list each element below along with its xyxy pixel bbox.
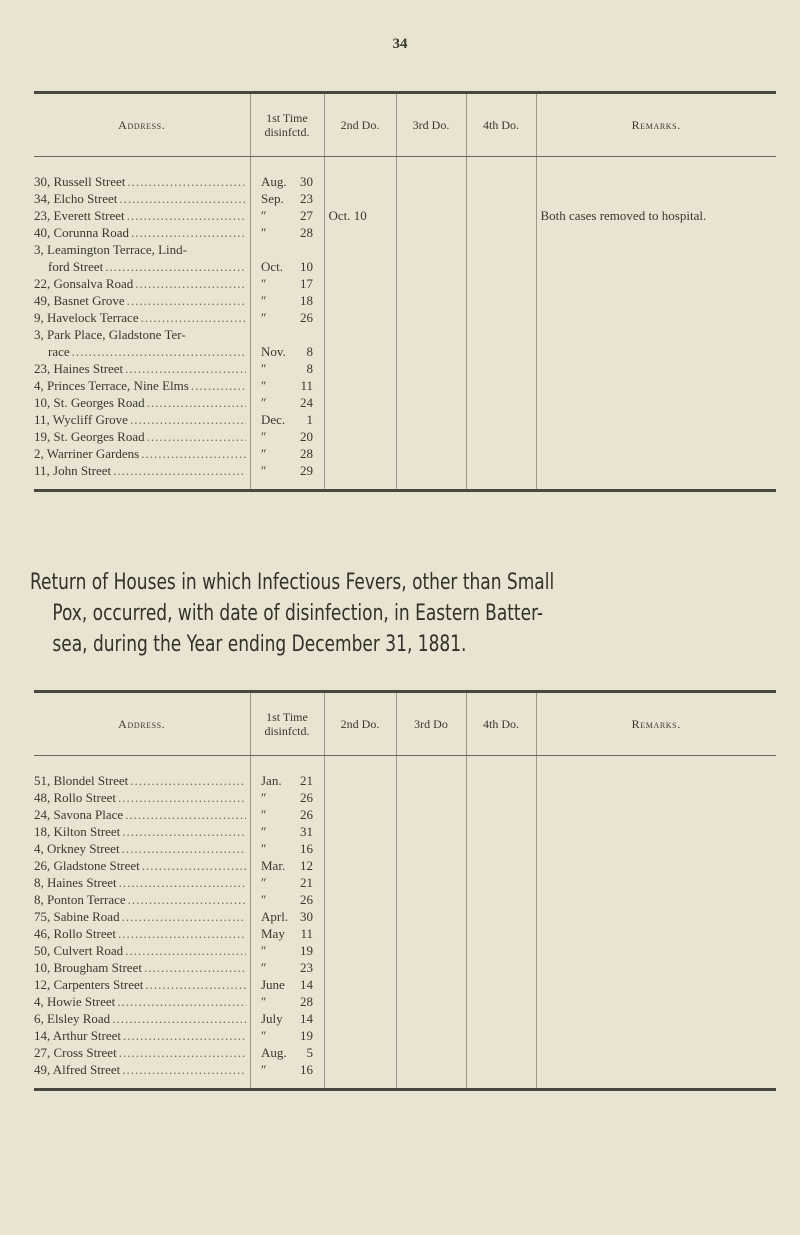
remarks-cell bbox=[536, 823, 776, 840]
first-time-cell: May 11 bbox=[250, 925, 324, 942]
remarks-cell bbox=[536, 925, 776, 942]
second-cell bbox=[324, 806, 396, 823]
fourth-cell bbox=[466, 394, 536, 411]
table-row bbox=[34, 224, 776, 241]
address-cell: 11, Wycliff Grove ..... bbox=[34, 411, 250, 428]
third-cell bbox=[396, 411, 466, 428]
third-header: 3rd Do. bbox=[396, 93, 466, 157]
remarks-cell bbox=[536, 394, 776, 411]
remarks-cell bbox=[536, 976, 776, 993]
address-cell: 3, Park Place, Gladstone Ter- bbox=[34, 327, 186, 342]
table-row bbox=[34, 411, 776, 428]
fourth-cell bbox=[466, 959, 536, 976]
table-body bbox=[34, 756, 776, 1090]
second-cell bbox=[324, 445, 396, 462]
second-cell bbox=[324, 1010, 396, 1027]
third-header: 3rd Do bbox=[396, 692, 466, 756]
second-cell bbox=[324, 292, 396, 309]
third-cell bbox=[396, 275, 466, 292]
remarks-cell bbox=[536, 275, 776, 292]
fourth-cell bbox=[466, 377, 536, 394]
remarks-header: Remarks. bbox=[536, 692, 776, 756]
second-cell bbox=[324, 959, 396, 976]
first-time-cell: Aug. 5 bbox=[250, 1044, 324, 1061]
remarks-cell bbox=[536, 360, 776, 377]
first-time-cell: ″ 8 bbox=[250, 360, 324, 377]
remarks-cell bbox=[536, 224, 776, 241]
fourth-cell bbox=[466, 343, 536, 360]
address-cell: 46, Rollo Street ..... bbox=[34, 925, 250, 942]
address-cell: 10, St. Georges Road ..... bbox=[34, 394, 250, 411]
table-row bbox=[34, 891, 776, 908]
address-cell: 8, Ponton Terrace ..... bbox=[34, 891, 250, 908]
fourth-cell bbox=[466, 993, 536, 1010]
third-cell bbox=[396, 292, 466, 309]
second-cell bbox=[324, 840, 396, 857]
table-row bbox=[34, 445, 776, 462]
fourth-cell bbox=[466, 445, 536, 462]
remarks-cell bbox=[536, 411, 776, 428]
remarks-cell bbox=[536, 857, 776, 874]
third-cell bbox=[396, 1027, 466, 1044]
third-cell bbox=[396, 1010, 466, 1027]
third-cell bbox=[396, 445, 466, 462]
fourth-cell bbox=[466, 1010, 536, 1027]
fourth-cell bbox=[466, 874, 536, 891]
second-cell bbox=[324, 309, 396, 326]
table-row bbox=[34, 959, 776, 976]
address-cell: 23, Everett Street ..... bbox=[34, 207, 250, 224]
address-header: Address. bbox=[34, 93, 250, 157]
second-cell bbox=[324, 908, 396, 925]
fourth-cell bbox=[466, 1044, 536, 1061]
table-row bbox=[34, 908, 776, 925]
fourth-cell bbox=[466, 908, 536, 925]
second-cell bbox=[324, 1027, 396, 1044]
second-cell bbox=[324, 942, 396, 959]
second-cell bbox=[324, 224, 396, 241]
fourth-cell bbox=[466, 806, 536, 823]
third-cell bbox=[396, 207, 466, 224]
fourth-header: 4th Do. bbox=[466, 692, 536, 756]
remarks-cell bbox=[536, 1044, 776, 1061]
fourth-cell bbox=[466, 891, 536, 908]
table-header-row bbox=[34, 93, 776, 157]
fourth-cell bbox=[466, 1061, 536, 1078]
table-row bbox=[34, 857, 776, 874]
third-cell bbox=[396, 789, 466, 806]
title-line-2: Pox, occurred, with date of disinfection, in Eastern Batter- bbox=[52, 601, 544, 626]
remarks-cell bbox=[536, 190, 776, 207]
address-cell: ford Street ..... bbox=[34, 258, 250, 275]
second-cell bbox=[324, 428, 396, 445]
address-cell: 30, Russell Street ..... bbox=[34, 173, 250, 190]
table-body bbox=[34, 157, 776, 491]
table-row bbox=[34, 840, 776, 857]
address-cell: 48, Rollo Street ..... bbox=[34, 789, 250, 806]
fourth-cell bbox=[466, 360, 536, 377]
first-time-cell: July 14 bbox=[250, 1010, 324, 1027]
third-cell bbox=[396, 1044, 466, 1061]
fourth-cell bbox=[466, 789, 536, 806]
remarks-cell bbox=[536, 891, 776, 908]
address-cell: 14, Arthur Street ..... bbox=[34, 1027, 250, 1044]
table-row bbox=[34, 326, 776, 343]
address-cell: 24, Savona Place ..... bbox=[34, 806, 250, 823]
first-time-cell: ″ 19 bbox=[250, 1027, 324, 1044]
third-cell bbox=[396, 343, 466, 360]
first-time-cell: ″ 11 bbox=[250, 377, 324, 394]
address-cell: 40, Corunna Road ..... bbox=[34, 224, 250, 241]
table-row bbox=[34, 1061, 776, 1078]
address-cell: 22, Gonsalva Road ..... bbox=[34, 275, 250, 292]
second-cell bbox=[324, 190, 396, 207]
remarks-cell bbox=[536, 874, 776, 891]
remarks-cell bbox=[536, 908, 776, 925]
table-row bbox=[34, 462, 776, 479]
address-cell: 19, St. Georges Road ..... bbox=[34, 428, 250, 445]
second-cell bbox=[324, 1044, 396, 1061]
second-cell bbox=[324, 462, 396, 479]
address-cell: 49, Alfred Street ..... bbox=[34, 1061, 250, 1078]
third-cell bbox=[396, 857, 466, 874]
remarks-cell bbox=[536, 292, 776, 309]
remarks-cell bbox=[536, 840, 776, 857]
remarks-cell bbox=[536, 309, 776, 326]
remarks-cell bbox=[536, 258, 776, 275]
third-cell bbox=[396, 993, 466, 1010]
first-time-cell: Nov. 8 bbox=[250, 343, 324, 360]
address-cell: 11, John Street ..... bbox=[34, 462, 250, 479]
third-cell bbox=[396, 959, 466, 976]
second-cell bbox=[324, 275, 396, 292]
second-cell bbox=[324, 874, 396, 891]
table-row bbox=[34, 275, 776, 292]
second-cell bbox=[324, 411, 396, 428]
fourth-cell bbox=[466, 173, 536, 190]
first-time-cell: Aprl. 30 bbox=[250, 908, 324, 925]
first-time-cell: Dec. 1 bbox=[250, 411, 324, 428]
table-row bbox=[34, 428, 776, 445]
second-cell bbox=[324, 976, 396, 993]
third-cell bbox=[396, 1061, 466, 1078]
first-time-cell: Oct. 10 bbox=[250, 258, 324, 275]
address-cell: 75, Sabine Road ..... bbox=[34, 908, 250, 925]
second-header: 2nd Do. bbox=[324, 93, 396, 157]
third-cell bbox=[396, 891, 466, 908]
fourth-cell bbox=[466, 942, 536, 959]
second-cell bbox=[324, 394, 396, 411]
second-cell bbox=[324, 360, 396, 377]
third-cell bbox=[396, 224, 466, 241]
first-time-cell: ″ 21 bbox=[250, 874, 324, 891]
title-line-3: sea, during the Year ending December 31, 1881. bbox=[52, 632, 467, 657]
address-cell: 12, Carpenters Street ..... bbox=[34, 976, 250, 993]
fourth-cell bbox=[466, 772, 536, 789]
address-cell: 4, Orkney Street ..... bbox=[34, 840, 250, 857]
third-cell bbox=[396, 394, 466, 411]
table-row bbox=[34, 394, 776, 411]
third-cell bbox=[396, 462, 466, 479]
address-cell: 8, Haines Street ..... bbox=[34, 874, 250, 891]
address-cell: 50, Culvert Road ..... bbox=[34, 942, 250, 959]
first-time-cell: ″ 17 bbox=[250, 275, 324, 292]
first-time-cell: ″ 26 bbox=[250, 806, 324, 823]
fourth-cell bbox=[466, 309, 536, 326]
second-cell bbox=[324, 772, 396, 789]
second-cell bbox=[324, 823, 396, 840]
fourth-cell bbox=[466, 462, 536, 479]
remarks-cell: Both cases removed to hospital. bbox=[536, 207, 776, 224]
second-header: 2nd Do. bbox=[324, 692, 396, 756]
first-time-cell: ″ 28 bbox=[250, 224, 324, 241]
fourth-cell bbox=[466, 411, 536, 428]
first-time-header: 1st Time disinfctd. bbox=[250, 93, 324, 157]
first-time-cell: Mar. 12 bbox=[250, 857, 324, 874]
first-time-cell: ″ 26 bbox=[250, 309, 324, 326]
first-time-cell: ″ 24 bbox=[250, 394, 324, 411]
third-cell bbox=[396, 823, 466, 840]
second-cell bbox=[324, 993, 396, 1010]
remarks-header: Remarks. bbox=[536, 93, 776, 157]
fourth-cell bbox=[466, 190, 536, 207]
title-line-1: Return of Houses in which Infectious Fevers, other than Small bbox=[30, 570, 555, 595]
remarks-cell bbox=[536, 806, 776, 823]
remarks-cell bbox=[536, 959, 776, 976]
third-cell bbox=[396, 840, 466, 857]
first-time-cell: Sep. 23 bbox=[250, 190, 324, 207]
table-row bbox=[34, 806, 776, 823]
table-row bbox=[34, 207, 776, 224]
second-cell bbox=[324, 925, 396, 942]
fourth-cell bbox=[466, 428, 536, 445]
table-row bbox=[34, 309, 776, 326]
first-time-cell: Aug. 30 bbox=[250, 173, 324, 190]
table-row-continued bbox=[34, 343, 776, 360]
fourth-cell bbox=[466, 925, 536, 942]
second-cell bbox=[324, 173, 396, 190]
remarks-cell bbox=[536, 1027, 776, 1044]
table-row bbox=[34, 976, 776, 993]
third-cell bbox=[396, 428, 466, 445]
remarks-cell bbox=[536, 942, 776, 959]
fourth-cell bbox=[466, 258, 536, 275]
third-cell bbox=[396, 772, 466, 789]
fourth-cell bbox=[466, 823, 536, 840]
second-cell bbox=[324, 891, 396, 908]
second-cell bbox=[324, 789, 396, 806]
third-cell bbox=[396, 806, 466, 823]
table-row bbox=[34, 292, 776, 309]
remarks-cell bbox=[536, 377, 776, 394]
table-row bbox=[34, 1027, 776, 1044]
fourth-cell bbox=[466, 292, 536, 309]
table-row bbox=[34, 173, 776, 190]
first-time-cell: ″ 23 bbox=[250, 959, 324, 976]
disinfection-table-1 bbox=[34, 91, 776, 492]
address-cell: 4, Princes Terrace, Nine Elms ..... bbox=[34, 377, 250, 394]
fourth-cell bbox=[466, 275, 536, 292]
second-cell bbox=[324, 343, 396, 360]
table-row bbox=[34, 942, 776, 959]
table-row bbox=[34, 993, 776, 1010]
address-cell: 23, Haines Street ..... bbox=[34, 360, 250, 377]
first-time-cell: ″ 18 bbox=[250, 292, 324, 309]
third-cell bbox=[396, 360, 466, 377]
first-time-cell: ″ 16 bbox=[250, 1061, 324, 1078]
table-row bbox=[34, 874, 776, 891]
remarks-cell bbox=[536, 993, 776, 1010]
address-cell: 2, Warriner Gardens ..... bbox=[34, 445, 250, 462]
first-time-header: 1st Time disinfctd. bbox=[250, 692, 324, 756]
fourth-cell bbox=[466, 207, 536, 224]
fourth-cell bbox=[466, 857, 536, 874]
fourth-cell bbox=[466, 976, 536, 993]
third-cell bbox=[396, 377, 466, 394]
second-cell: Oct. 10 bbox=[324, 207, 396, 224]
address-cell: 51, Blondel Street ..... bbox=[34, 772, 250, 789]
address-cell: 26, Gladstone Street ..... bbox=[34, 857, 250, 874]
fourth-header: 4th Do. bbox=[466, 93, 536, 157]
page-number: 34 bbox=[392, 36, 408, 52]
remarks-cell bbox=[536, 445, 776, 462]
first-time-cell: ″ 16 bbox=[250, 840, 324, 857]
table-row bbox=[34, 1044, 776, 1061]
third-cell bbox=[396, 309, 466, 326]
table-row bbox=[34, 241, 776, 258]
table-row bbox=[34, 190, 776, 207]
third-cell bbox=[396, 173, 466, 190]
remarks-cell bbox=[536, 1061, 776, 1078]
table-row bbox=[34, 925, 776, 942]
address-cell: 6, Elsley Road ..... bbox=[34, 1010, 250, 1027]
second-cell bbox=[324, 857, 396, 874]
second-cell bbox=[324, 1061, 396, 1078]
address-cell: 34, Elcho Street ..... bbox=[34, 190, 250, 207]
fourth-cell bbox=[466, 224, 536, 241]
table-row bbox=[34, 360, 776, 377]
address-cell: 9, Havelock Terrace ..... bbox=[34, 309, 250, 326]
address-cell: 4, Howie Street ..... bbox=[34, 993, 250, 1010]
fourth-cell bbox=[466, 840, 536, 857]
third-cell bbox=[396, 874, 466, 891]
address-cell: 3, Leamington Terrace, Lind- bbox=[34, 242, 187, 257]
first-time-cell: ″ 29 bbox=[250, 462, 324, 479]
remarks-cell bbox=[536, 173, 776, 190]
table-row bbox=[34, 789, 776, 806]
first-time-cell: June 14 bbox=[250, 976, 324, 993]
address-header: Address. bbox=[34, 692, 250, 756]
first-time-cell: ″ 31 bbox=[250, 823, 324, 840]
address-cell: 49, Basnet Grove ..... bbox=[34, 292, 250, 309]
remarks-cell bbox=[536, 789, 776, 806]
third-cell bbox=[396, 976, 466, 993]
table-row bbox=[34, 772, 776, 789]
remarks-cell bbox=[536, 772, 776, 789]
third-cell bbox=[396, 190, 466, 207]
remarks-cell bbox=[536, 462, 776, 479]
first-time-cell: ″ 26 bbox=[250, 789, 324, 806]
remarks-cell bbox=[536, 343, 776, 360]
address-cell: 10, Brougham Street ..... bbox=[34, 959, 250, 976]
third-cell bbox=[396, 908, 466, 925]
first-time-cell: ″ 20 bbox=[250, 428, 324, 445]
third-cell bbox=[396, 925, 466, 942]
fourth-cell bbox=[466, 1027, 536, 1044]
table-row bbox=[34, 1010, 776, 1027]
address-cell: race ..... bbox=[34, 343, 250, 360]
first-time-cell: ″ 26 bbox=[250, 891, 324, 908]
table-row bbox=[34, 377, 776, 394]
second-cell bbox=[324, 258, 396, 275]
remarks-cell bbox=[536, 428, 776, 445]
first-time-cell: ″ 28 bbox=[250, 993, 324, 1010]
table-row-continued bbox=[34, 258, 776, 275]
disinfection-table-2 bbox=[34, 690, 776, 1091]
first-time-cell: ″ 27 bbox=[250, 207, 324, 224]
table-header-row bbox=[34, 692, 776, 756]
third-cell bbox=[396, 942, 466, 959]
address-cell: 27, Cross Street ..... bbox=[34, 1044, 250, 1061]
table-row bbox=[34, 823, 776, 840]
third-cell bbox=[396, 258, 466, 275]
remarks-cell bbox=[536, 1010, 776, 1027]
section-title bbox=[30, 567, 775, 660]
second-cell bbox=[324, 377, 396, 394]
first-time-cell: Jan. 21 bbox=[250, 772, 324, 789]
first-time-cell: ″ 28 bbox=[250, 445, 324, 462]
first-time-cell: ″ 19 bbox=[250, 942, 324, 959]
address-cell: 18, Kilton Street ..... bbox=[34, 823, 250, 840]
